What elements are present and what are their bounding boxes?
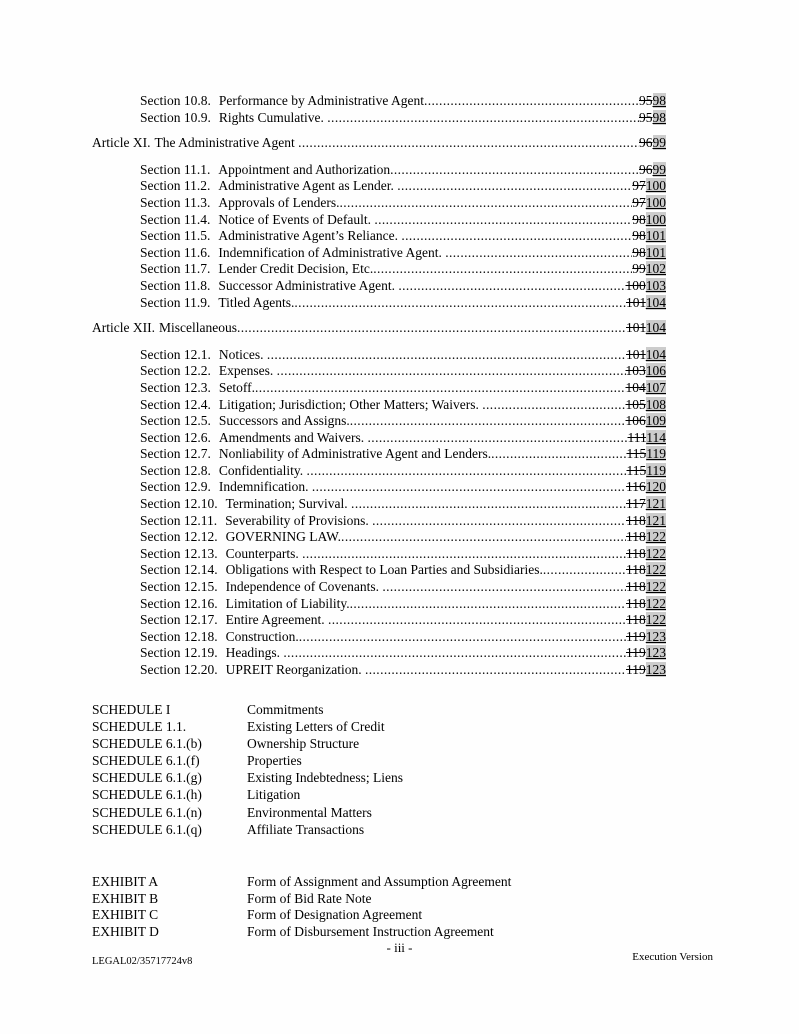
dot-leader: [307, 463, 627, 480]
dot-leader: [267, 347, 626, 364]
toc-entry: [92, 228, 666, 245]
toc-page-numbers: [632, 212, 666, 229]
toc-entry: [92, 446, 666, 463]
dot-leader: [445, 245, 632, 262]
schedule-row: [92, 701, 692, 718]
schedule-title: Litigation: [247, 787, 301, 803]
toc-entry-title: Obligations with Respect to Loan Parties and Subsidiaries.: [225, 562, 543, 578]
schedule-id: SCHEDULE 6.1.(g): [92, 770, 202, 786]
dot-leader: [312, 479, 626, 496]
new-page-number: 120: [645, 479, 666, 495]
old-page-number: 118: [626, 529, 646, 545]
dot-leader: [302, 546, 626, 563]
new-page-number: 101: [645, 244, 666, 260]
toc-entry: [92, 397, 666, 414]
toc-entry: [92, 562, 666, 579]
toc-page-numbers: [632, 228, 666, 245]
toc-entry-number: Section 11.3.: [140, 194, 211, 210]
exhibit-row: [92, 907, 692, 924]
footer-document-id: LEGAL02/35717724v8: [92, 956, 193, 967]
toc-entry-title: Litigation; Jurisdiction; Other Matters; Waivers.: [218, 396, 483, 412]
toc-entry-number: Section 12.5.: [140, 413, 211, 429]
exhibits-list: [92, 874, 692, 940]
old-page-number: 115: [626, 462, 647, 478]
new-page-number: 122: [645, 545, 666, 561]
toc-entry-title: Nonliability of Administrative Agent and Lenders.: [218, 446, 492, 462]
toc-entry: [92, 463, 666, 480]
old-page-number: 115: [626, 446, 647, 462]
toc-page-numbers: [639, 93, 666, 110]
old-page-number: 106: [625, 413, 646, 429]
old-page-number: 101: [626, 346, 646, 362]
toc-entry-number: Section 12.3.: [140, 379, 211, 395]
toc-entry-number: Section 11.9.: [140, 294, 211, 310]
schedule-id: SCHEDULE 6.1.(q): [92, 821, 202, 837]
toc-page-numbers: [639, 162, 666, 179]
new-page-number: 99: [652, 161, 666, 177]
new-page-number: 102: [645, 261, 666, 277]
toc-entry-title: Entire Agreement.: [225, 612, 328, 628]
new-page-number: 122: [645, 579, 666, 595]
toc-page-numbers: [632, 261, 666, 278]
old-page-number: 118: [626, 562, 646, 578]
toc-entry: [92, 579, 666, 596]
toc-entry: [92, 645, 666, 662]
new-page-number: 103: [645, 277, 666, 293]
toc-entry-title: Independence of Covenants.: [225, 579, 383, 595]
toc-page-numbers: [626, 320, 666, 337]
new-page-number: 98: [652, 93, 666, 108]
dot-leader: [390, 162, 639, 179]
toc-page-numbers: [632, 245, 666, 262]
toc-entry-number: Section 12.14.: [140, 562, 218, 578]
toc-entry-number: Section 11.8.: [140, 277, 211, 293]
toc-entry: [92, 629, 666, 646]
toc-entry-number: Section 12.1.: [140, 346, 211, 362]
exhibit-title: Form of Designation Agreement: [247, 907, 423, 922]
toc-page-numbers: [626, 596, 666, 613]
toc-entry-title: GOVERNING LAW.: [225, 529, 342, 545]
new-page-number: 100: [645, 211, 666, 227]
toc-entry-number: Section 12.15.: [140, 579, 218, 595]
exhibit-title: Form of Disbursement Instruction Agreement: [247, 923, 494, 939]
toc-entry-title: Approvals of Lenders.: [218, 194, 340, 210]
toc-page-numbers: [626, 645, 666, 662]
dot-leader: [298, 135, 639, 152]
old-page-number: 118: [626, 595, 646, 611]
toc-entry-number: Section 12.12.: [140, 529, 218, 545]
toc-page-numbers: [628, 430, 667, 447]
toc-entry-number: Article XI.: [92, 135, 151, 151]
toc-entry-number: Section 12.7.: [140, 446, 211, 462]
exhibit-row: [92, 874, 692, 891]
exhibit-id: EXHIBIT C: [92, 907, 159, 922]
toc-entry-number: Article XII.: [92, 320, 155, 336]
toc-entry-number: Section 11.4.: [140, 211, 211, 227]
old-page-number: 99: [632, 261, 646, 277]
old-page-number: 119: [626, 662, 646, 677]
new-page-number: 114: [646, 429, 666, 445]
dot-leader: [365, 662, 626, 679]
toc-entry-number: Section 11.6.: [140, 244, 211, 260]
old-page-number: 119: [626, 628, 646, 644]
toc-entry-number: Section 12.10.: [140, 496, 218, 512]
toc-entry-title: Successor Administrative Agent.: [218, 277, 399, 293]
toc-entry: [92, 479, 666, 496]
toc-entry-title: Administrative Agent as Lender.: [218, 178, 398, 194]
schedule-row: [92, 769, 692, 786]
schedules-list: [92, 701, 692, 838]
dot-leader: [350, 413, 626, 430]
toc-entry: [92, 295, 666, 312]
toc-entry-number: Section 11.2.: [140, 178, 211, 194]
new-page-number: 123: [645, 628, 666, 644]
toc-entry-title: Construction.: [225, 628, 299, 644]
toc-entry-title: Miscellaneous: [158, 320, 237, 336]
toc-entry-number: Section 10.9.: [140, 109, 211, 125]
schedule-title: Affiliate Transactions: [247, 821, 365, 837]
toc-entry-title: Notices.: [218, 346, 267, 362]
table-of-contents: [92, 93, 666, 679]
old-page-number: 101: [626, 294, 646, 310]
exhibit-id: EXHIBIT A: [92, 874, 159, 889]
dot-leader: [401, 228, 632, 245]
footer-version-label: Execution Version: [632, 951, 713, 963]
new-page-number: 101: [645, 228, 666, 244]
toc-entry-title: Indemnification.: [218, 479, 312, 495]
old-page-number: 98: [632, 244, 646, 260]
old-page-number: 95: [639, 109, 653, 125]
schedule-row: [92, 752, 692, 769]
dot-leader: [543, 562, 626, 579]
toc-entry: [92, 413, 666, 430]
toc-page-numbers: [626, 278, 667, 295]
toc-entry: [92, 612, 666, 629]
old-page-number: 118: [626, 579, 646, 595]
dot-leader: [372, 513, 626, 530]
schedule-row: [92, 804, 692, 821]
toc-page-numbers: [626, 479, 666, 496]
toc-entry: [92, 195, 666, 212]
schedule-title: Environmental Matters: [247, 804, 372, 820]
new-page-number: 122: [645, 612, 666, 628]
toc-entry: [92, 496, 666, 513]
new-page-number: 106: [645, 363, 666, 379]
toc-entry-title: Rights Cumulative.: [218, 109, 328, 125]
old-page-number: 118: [626, 545, 646, 561]
toc-entry-title: Notice of Events of Default.: [218, 211, 375, 227]
old-page-number: 104: [625, 379, 646, 395]
dot-leader: [350, 596, 626, 613]
schedule-id: SCHEDULE 6.1.(h): [92, 787, 202, 803]
old-page-number: 119: [626, 645, 646, 661]
dot-leader: [351, 496, 626, 513]
new-page-number: 122: [645, 529, 666, 545]
toc-page-numbers: [626, 380, 667, 397]
old-page-number: 118: [626, 512, 646, 528]
dot-leader: [368, 430, 628, 447]
schedule-title: Existing Letters of Credit: [247, 719, 385, 735]
new-page-number: 119: [646, 446, 666, 462]
schedule-row: [92, 735, 692, 752]
new-page-number: 123: [645, 662, 666, 677]
new-page-number: 122: [645, 595, 666, 611]
old-page-number: 98: [632, 211, 646, 227]
toc-page-numbers: [626, 562, 666, 579]
toc-page-numbers: [626, 546, 666, 563]
toc-entry-number: Section 12.6.: [140, 429, 211, 445]
new-page-number: 121: [645, 512, 666, 528]
schedule-id: SCHEDULE 1.1.: [92, 719, 187, 735]
old-page-number: 105: [625, 396, 646, 412]
toc-entry-number: Section 11.1.: [140, 161, 211, 177]
toc-entry-title: Severability of Provisions.: [225, 512, 373, 528]
new-page-number: 98: [652, 109, 666, 125]
toc-entry-number: Section 12.11.: [140, 512, 218, 528]
schedule-id: SCHEDULE 6.1.(n): [92, 804, 202, 820]
old-page-number: 96: [639, 161, 653, 177]
exhibit-id: EXHIBIT D: [92, 923, 159, 939]
toc-entry: [92, 546, 666, 563]
toc-entry: [92, 513, 666, 530]
schedule-title: Existing Indebtedness; Liens: [247, 770, 403, 786]
toc-page-numbers: [626, 629, 666, 646]
toc-entry: [92, 596, 666, 613]
toc-entry: [92, 135, 666, 152]
new-page-number: 100: [645, 194, 666, 210]
exhibit-title: Form of Assignment and Assumption Agreement: [247, 874, 512, 889]
toc-page-numbers: [626, 662, 666, 679]
dot-leader: [397, 178, 632, 195]
schedule-title: Properties: [247, 753, 302, 769]
exhibit-title: Form of Bid Rate Note: [247, 890, 372, 906]
toc-entry-number: Section 11.5.: [140, 228, 211, 244]
toc-entry-title: Lender Credit Decision, Etc.: [218, 261, 374, 277]
toc-entry-title: Administrative Agent’s Reliance.: [218, 228, 402, 244]
toc-entry-title: Indemnification of Administrative Agent.: [218, 244, 446, 260]
toc-entry-number: Section 12.4.: [140, 396, 211, 412]
dot-leader: [341, 529, 626, 546]
schedule-row: [92, 786, 692, 803]
exhibit-id: EXHIBIT B: [92, 890, 159, 906]
new-page-number: 122: [645, 562, 666, 578]
old-page-number: 97: [632, 194, 646, 210]
new-page-number: 121: [645, 496, 666, 512]
toc-entry-title: Titled Agents.: [218, 294, 295, 310]
new-page-number: 100: [645, 178, 666, 194]
new-page-number: 108: [645, 396, 666, 412]
dot-leader: [374, 212, 632, 229]
toc-entry-title: Headings.: [225, 645, 284, 661]
toc-entry-number: Section 12.8.: [140, 462, 211, 478]
schedule-row: [92, 718, 692, 735]
new-page-number: 104: [645, 294, 666, 310]
toc-page-numbers: [632, 195, 666, 212]
toc-entry: [92, 261, 666, 278]
toc-entry: [92, 93, 666, 110]
schedule-title: Commitments: [247, 702, 324, 717]
exhibit-row: [92, 924, 692, 941]
toc-entry: [92, 529, 666, 546]
new-page-number: 119: [646, 462, 666, 478]
toc-entry: [92, 320, 666, 337]
dot-leader: [299, 629, 626, 646]
dot-leader: [339, 195, 632, 212]
toc-page-numbers: [626, 529, 666, 546]
toc-entry-title: Termination; Survival.: [225, 496, 352, 512]
old-page-number: 118: [626, 612, 646, 628]
schedule-row: [92, 821, 692, 838]
toc-page-numbers: [627, 446, 667, 463]
new-page-number: 99: [652, 135, 666, 151]
new-page-number: 104: [645, 346, 666, 362]
toc-entry-number: Section 11.7.: [140, 261, 211, 277]
toc-page-numbers: [639, 110, 666, 127]
old-page-number: 95: [639, 93, 653, 108]
toc-entry: [92, 347, 666, 364]
toc-entry-title: Setoff.: [218, 379, 255, 395]
new-page-number: 104: [645, 320, 666, 336]
exhibit-row: [92, 891, 692, 908]
dot-leader: [294, 295, 626, 312]
toc-entry-number: Section 12.13.: [140, 545, 218, 561]
toc-entry-title: The Administrative Agent: [154, 135, 299, 151]
dot-leader: [327, 110, 639, 127]
toc-entry-number: Section 12.20.: [140, 662, 218, 677]
toc-page-numbers: [639, 135, 666, 152]
dot-leader: [283, 645, 626, 662]
toc-entry-title: Appointment and Authorization: [218, 161, 391, 177]
toc-entry: [92, 278, 666, 295]
toc-entry: [92, 245, 666, 262]
dot-leader: [328, 612, 626, 629]
footer-page-number: - iii -: [386, 940, 413, 955]
toc-page-numbers: [626, 612, 666, 629]
old-page-number: 96: [639, 135, 653, 151]
schedule-title: Ownership Structure: [247, 736, 360, 752]
schedule-id: SCHEDULE 6.1.(f): [92, 753, 200, 769]
dot-leader: [277, 363, 626, 380]
toc-entry-title: Performance by Administrative Agent: [218, 93, 424, 108]
toc-page-numbers: [626, 513, 666, 530]
toc-entry-number: Section 12.17.: [140, 612, 218, 628]
dot-leader: [482, 397, 625, 414]
toc-entry: [92, 178, 666, 195]
toc-entry-title: Confidentiality.: [218, 462, 307, 478]
new-page-number: 123: [645, 645, 666, 661]
schedule-id: SCHEDULE 6.1.(b): [92, 736, 202, 752]
dot-leader: [382, 579, 626, 596]
dot-leader: [491, 446, 626, 463]
old-page-number: 116: [626, 479, 646, 495]
toc-page-numbers: [626, 295, 666, 312]
dot-leader: [255, 380, 626, 397]
toc-entry: [92, 212, 666, 229]
toc-page-numbers: [626, 413, 667, 430]
toc-page-numbers: [626, 347, 666, 364]
toc-entry-title: Limitation of Liability.: [225, 595, 350, 611]
toc-page-numbers: [627, 463, 667, 480]
old-page-number: 117: [626, 496, 646, 512]
old-page-number: 101: [626, 320, 646, 336]
toc-entry-number: Section 12.2.: [140, 363, 211, 379]
dot-leader: [373, 261, 632, 278]
toc-entry: [92, 162, 666, 179]
toc-entry: [92, 110, 666, 127]
toc-entry-number: Section 12.9.: [140, 479, 211, 495]
toc-entry-number: Section 10.8.: [140, 93, 211, 108]
old-page-number: 103: [625, 363, 646, 379]
toc-entry-title: Amendments and Waivers.: [218, 429, 368, 445]
toc-entry-number: Section 12.18.: [140, 628, 218, 644]
old-page-number: 98: [632, 228, 646, 244]
toc-entry-title: Counterparts.: [225, 545, 303, 561]
toc-page-numbers: [626, 397, 667, 414]
new-page-number: 107: [645, 379, 666, 395]
old-page-number: 100: [625, 277, 646, 293]
schedule-id: SCHEDULE I: [92, 702, 171, 717]
old-page-number: 97: [632, 178, 646, 194]
toc-entry-title: Successors and Assigns.: [218, 413, 350, 429]
toc-entry-number: Section 12.19.: [140, 645, 218, 661]
toc-page-numbers: [626, 579, 666, 596]
toc-page-numbers: [626, 496, 666, 513]
dot-leader: [237, 320, 626, 337]
toc-entry-title: UPREIT Reorganization.: [225, 662, 365, 677]
dot-leader: [398, 278, 625, 295]
toc-entry: [92, 363, 666, 380]
toc-entry: [92, 380, 666, 397]
toc-entry: [92, 430, 666, 447]
toc-entry-title: Expenses.: [218, 363, 277, 379]
toc-page-numbers: [632, 178, 666, 195]
dot-leader: [424, 93, 639, 110]
toc-entry-number: Section 12.16.: [140, 595, 218, 611]
toc-entry: [92, 662, 666, 679]
toc-page-numbers: [626, 363, 667, 380]
old-page-number: 111: [627, 429, 647, 445]
new-page-number: 109: [645, 413, 666, 429]
